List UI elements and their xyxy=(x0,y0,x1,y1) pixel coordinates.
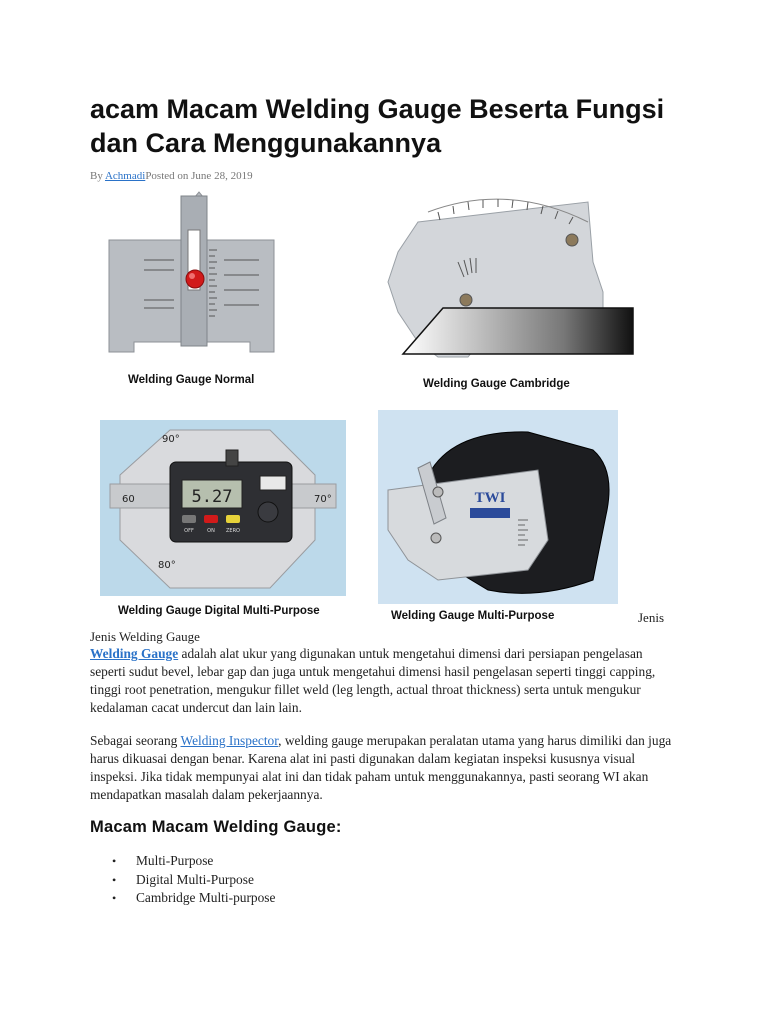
list-item: • Digital Multi-Purpose xyxy=(90,871,275,890)
paragraph-intro xyxy=(90,645,680,717)
gauge-digital-illustration xyxy=(100,420,346,596)
welding-gauge-cambridge-image xyxy=(358,182,640,372)
gauge-types-list xyxy=(90,852,275,908)
btn-on-label: ON xyxy=(207,528,215,534)
paragraph-inspector-prefix: Sebagai seorang xyxy=(90,733,181,748)
angle-label-left: 60 xyxy=(122,494,135,505)
angle-label-right: 70° xyxy=(314,494,332,505)
caption-gauge-multipurpose: Welding Gauge Multi-Purpose xyxy=(391,610,555,622)
section-heading: Macam Macam Welding Gauge: xyxy=(90,818,342,836)
byline xyxy=(90,170,253,182)
figure-trailing-text: Jenis xyxy=(638,610,664,625)
gauge-cambridge-illustration xyxy=(358,182,640,372)
article-title: acam Macam Welding Gauge Beserta Fungsi dan Cara Menggunakannya xyxy=(90,94,665,158)
gauge-multipurpose-illustration xyxy=(378,410,618,604)
welding-gauge-multipurpose-image xyxy=(378,410,618,604)
paragraph-inspector-text: , welding gauge merupakan peralatan utama yang harus dimiliki dan juga harus dikuasai dengan benar. Karena alat ini pasti digunakan dalam kegiatan inspeksi kususnya visual inspeksi. Jika tidak mempunyai alat ini dan tidak paham untuk menggunakannya, pasti seorang WI akan mendapatkan masalah dalam pekerjaannya. xyxy=(90,733,672,802)
angle-label-bottom: 80° xyxy=(158,560,176,571)
caption-gauge-normal: Welding Gauge Normal xyxy=(128,374,255,386)
twi-logo-text: TWI xyxy=(474,490,506,506)
paragraph-inspector xyxy=(90,732,680,804)
list-item: • Multi-Purpose xyxy=(90,852,275,871)
welding-inspector-link[interactable]: Welding Inspector xyxy=(180,733,279,748)
angle-label-top: 90° xyxy=(162,434,180,445)
byline-date: Posted on June 28, 2019 xyxy=(145,170,253,182)
list-item: • Cambridge Multi-purpose xyxy=(90,889,275,908)
caption-gauge-digital: Welding Gauge Digital Multi-Purpose xyxy=(118,605,320,617)
btn-off-label: OFF xyxy=(184,528,194,534)
welding-gauge-digital-image xyxy=(100,420,346,596)
digital-display-value: 5.27 xyxy=(191,487,233,507)
caption-gauge-cambridge: Welding Gauge Cambridge xyxy=(423,378,570,390)
welding-gauge-link[interactable]: Welding Gauge xyxy=(90,646,179,661)
btn-zero-label: ZERO xyxy=(226,528,240,534)
gauge-normal-illustration xyxy=(104,190,284,360)
paragraph-intro-text: adalah alat ukur yang digunakan untuk mengetahui dimensi dari persiapan pengelasan seperti sudut bevel, lebar gap dan juga untuk mengetahui dimensi hasil pengelasan seperti tinggi capping, tinggi root penetration, mengukur fillet weld (leg length, actual throat thickness) serta untuk mengukur kedalaman cacat undercut dan lain lain. xyxy=(90,646,656,715)
welding-gauge-normal-image xyxy=(104,190,284,360)
byline-prefix: By xyxy=(90,170,105,182)
author-link[interactable]: Achmadi xyxy=(104,170,146,182)
figure-caption: Jenis Welding Gauge xyxy=(90,629,200,644)
